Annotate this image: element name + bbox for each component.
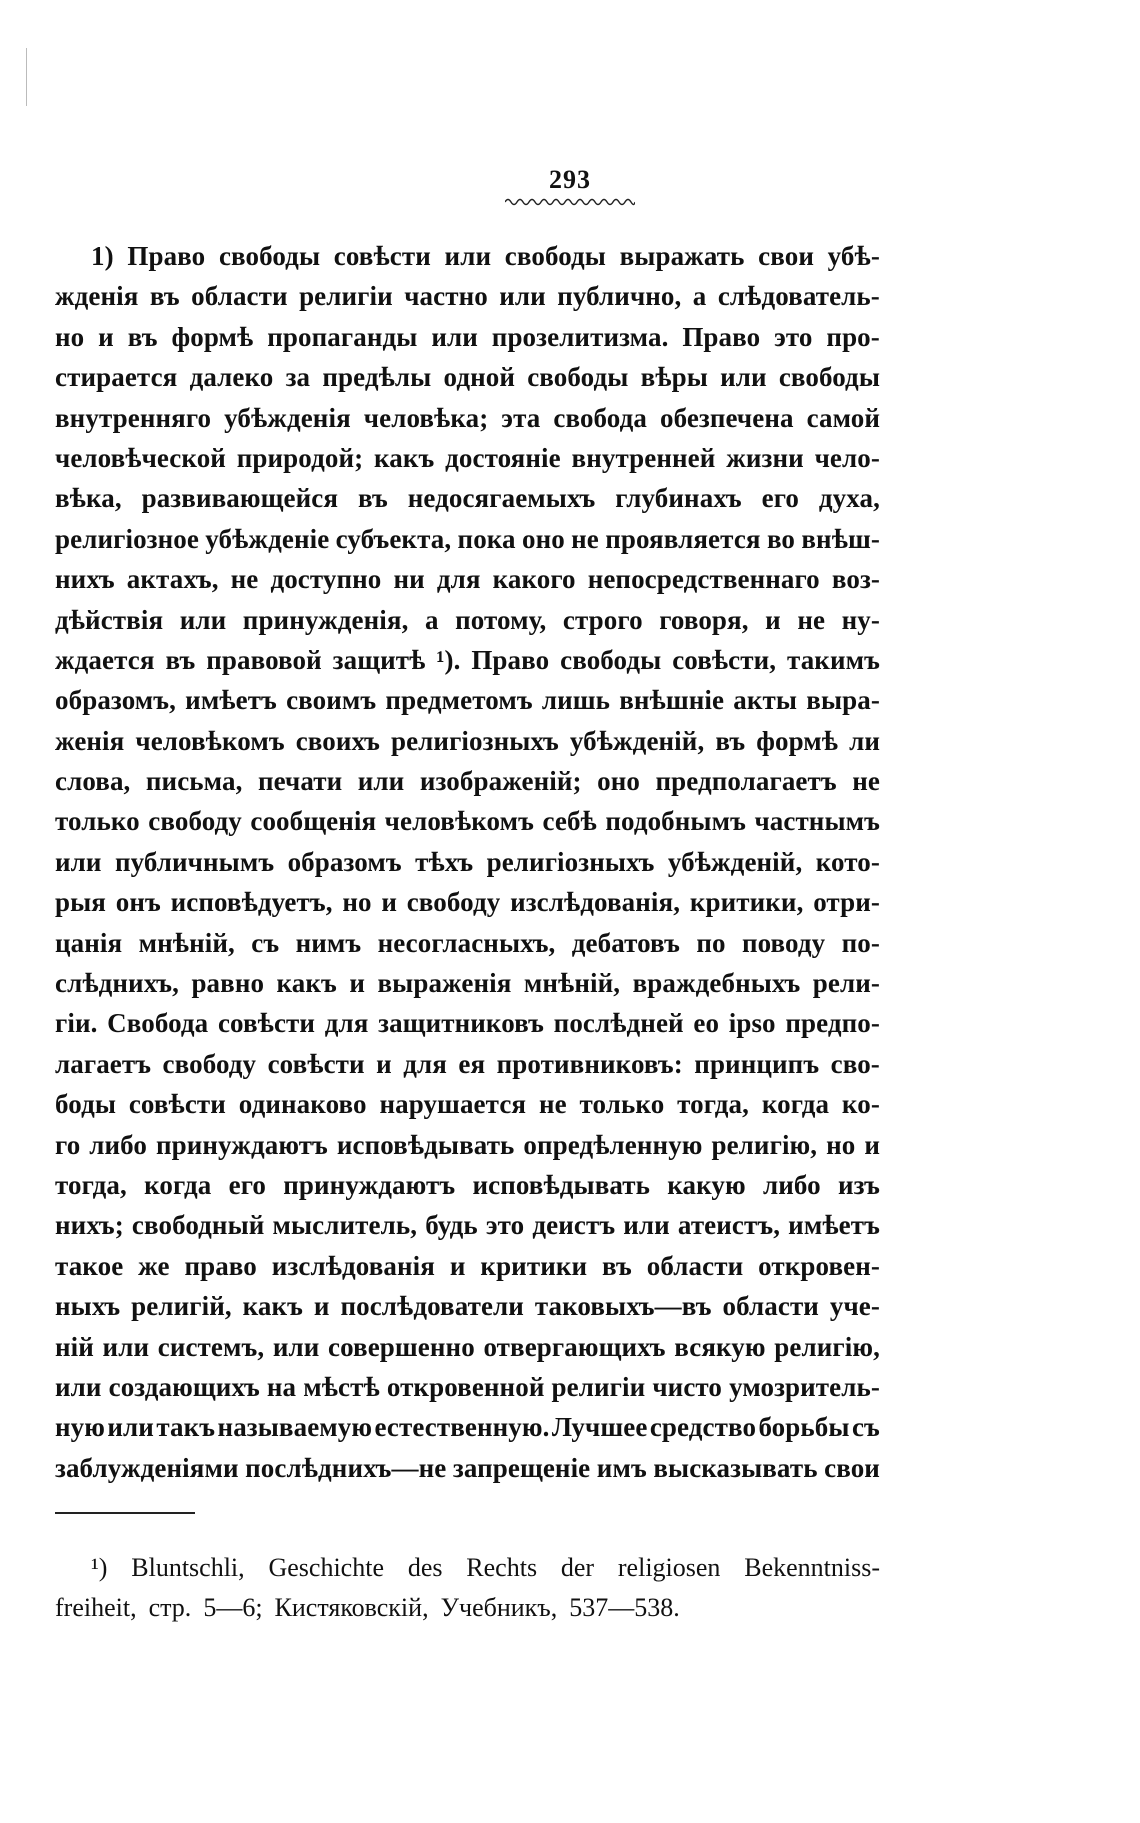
text-line: религіозное убѣжденіе субъекта, пока оно не проявляется во внѣш-	[55, 523, 880, 554]
text-line: нихъ; свободный мыслитель, будь это деистъ или атеистъ, имѣетъ	[55, 1210, 880, 1241]
text-line: человѣческой природой; какъ достояніе внутренней жизни чело-	[55, 442, 880, 473]
footnote	[55, 1548, 880, 1628]
text-line: жденія въ области религіи частно или публично, а слѣдователь-	[55, 281, 880, 312]
text-line: го либо принуждаютъ исповѣдывать опредѣленную религію, но и	[55, 1129, 880, 1160]
text-line: ную или такъ называемую естественную. Лучшее средство борьбы съ	[55, 1412, 880, 1443]
text-line: 1) Право свободы совѣсти или свободы выражать свои убѣ-	[91, 241, 880, 271]
text-line: или создающихъ на мѣстѣ откровенной религіи чисто умозритель-	[55, 1371, 880, 1402]
text-line: лагаетъ свободу совѣсти и для ея противниковъ: принципъ сво-	[55, 1048, 880, 1079]
text-line: только свободу сообщенія человѣкомъ себѣ подобнымъ частнымъ	[55, 806, 880, 837]
footnote-line: ¹) Bluntschli, Geschichte des Rechts der religiosen Bekenntniss-	[91, 1553, 880, 1582]
text-line: слова, письма, печати или изображеній; оно предполагаетъ не	[55, 766, 880, 797]
page-header	[0, 165, 1140, 207]
page-number: 293	[549, 165, 591, 194]
text-line: тогда, когда его принуждаютъ исповѣдывать какую либо изъ	[55, 1169, 880, 1200]
text-line: ній или системъ, или совершенно отвергающихъ всякую религію,	[55, 1331, 880, 1362]
text-line: гіи. Свобода совѣсти для защитниковъ послѣдней eo ipso предпо-	[55, 1008, 880, 1039]
text-line: или публичнымъ образомъ тѣхъ религіозныхъ убѣжденій, кото-	[55, 846, 880, 877]
text-line: нихъ актахъ, не доступно ни для какого непосредственнаго воз-	[55, 564, 880, 595]
text-line: цанія мнѣній, съ нимъ несогласныхъ, дебатовъ по поводу по-	[55, 927, 880, 958]
text-line: дѣйствія или принужденія, а потому, строго говоря, и не ну-	[55, 604, 880, 635]
text-line: но и въ формѣ пропаганды или прозелитизма. Право это про-	[55, 321, 880, 352]
text-line: женія человѣкомъ своихъ религіозныхъ убѣжденій, въ формѣ ли	[55, 725, 880, 756]
text-line: стирается далеко за предѣлы одной свободы вѣры или свободы	[55, 362, 880, 393]
text-line: заблужденіями послѣднихъ—не запрещеніе имъ высказывать свои	[55, 1452, 880, 1483]
text-line: ныхъ религій, какъ и послѣдователи таковыхъ—въ области уче-	[55, 1291, 880, 1322]
text-line: такое же право изслѣдованія и критики въ области откровен-	[55, 1250, 880, 1281]
wavy-rule-ornament	[505, 197, 635, 207]
text-line: рыя онъ исповѣдуетъ, но и свободу изслѣдованія, критики, отри-	[55, 887, 880, 918]
text-line: боды совѣсти одинаково нарушается не только тогда, когда ко-	[55, 1089, 880, 1120]
footnote-divider	[55, 1512, 195, 1514]
text-line: вѣка, развивающейся въ недосягаемыхъ глубинахъ его духа,	[55, 483, 880, 514]
text-line: ждается въ правовой защитѣ ¹). Право свободы совѣсти, такимъ	[55, 644, 880, 675]
scan-edge-mark	[26, 48, 27, 106]
text-line: образомъ, имѣетъ своимъ предметомъ лишь внѣшніе акты выра-	[55, 685, 880, 716]
text-line: внутренняго убѣжденія человѣка; эта свобода обезпечена самой	[55, 402, 880, 433]
text-line: слѣднихъ, равно какъ и выраженія мнѣній, враждебныхъ рели-	[55, 968, 880, 999]
footnote-line: freiheit, стр. 5—6; Кистяковскій, Учебникъ, 537—538.	[55, 1593, 680, 1622]
main-paragraph	[55, 236, 880, 1488]
